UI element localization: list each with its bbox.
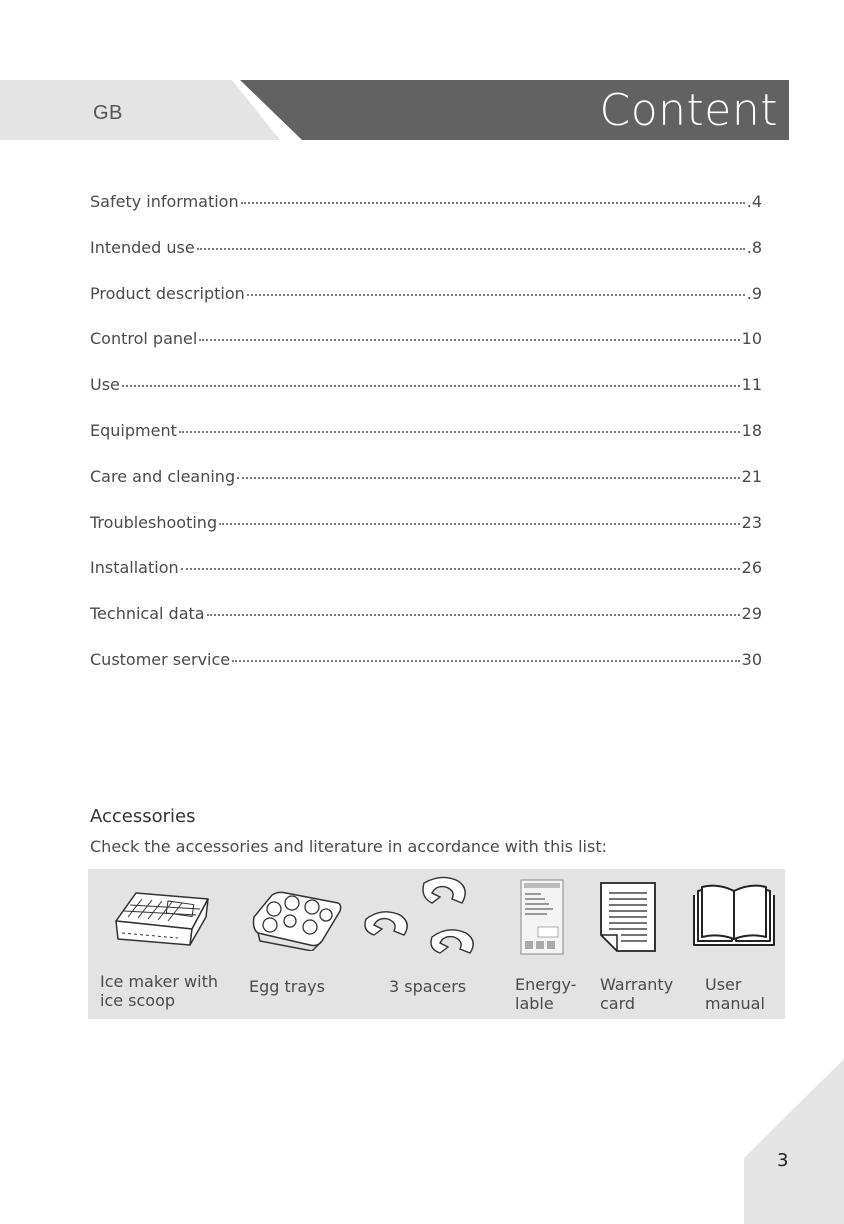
toc-leader [199,338,739,341]
toc-page: .9 [746,283,762,303]
toc-page: 18 [741,420,762,440]
toc-label: Equipment [90,420,177,440]
toc-leader [219,522,740,525]
toc-label: Safety information [90,192,239,211]
accessory-label-egg-trays: Egg trays [249,977,325,996]
toc-entry[interactable] [90,558,762,604]
toc-entry[interactable] [90,238,762,284]
accessories-panel [88,869,785,1019]
toc-page: 10 [741,329,762,349]
page-corner-tab [744,1059,844,1224]
toc-entry[interactable] [90,375,762,421]
toc-entry[interactable] [90,284,762,330]
accessory-label-energy-label: Energy- lable [515,975,577,1013]
toc-label: Intended use [90,237,195,257]
user-manual-icon [692,883,776,951]
accessories-heading: Accessories [90,806,196,827]
toc-label: Customer service [90,649,231,669]
accessory-label-user-manual: User manual [705,975,765,1013]
page-title: Content [599,85,778,136]
toc-leader [247,293,745,296]
accessory-label-warranty-card: Warranty card [600,975,674,1013]
toc-label: Technical data [90,604,205,624]
toc-page: 11 [741,375,762,395]
toc-leader [237,476,740,479]
toc-leader [181,567,740,570]
accessory-label-spacers: 3 spacers [389,977,467,996]
toc-page: 30 [741,649,762,669]
toc-entry[interactable] [90,192,762,238]
toc-page: 26 [741,558,762,578]
toc-page: .8 [746,237,762,257]
toc-page: .4 [746,192,762,211]
accessory-label-ice-maker: Ice maker with ice scoop [100,972,218,1010]
toc-entry[interactable] [90,604,762,650]
toc-leader [207,613,740,616]
ice-maker-icon [108,883,212,947]
spacer-icon [358,873,486,961]
toc-page: 29 [741,604,762,624]
page-number: 3 [777,1150,789,1171]
accessories-subtitle: Check the accessories and literature in accordance with this list: [90,837,607,856]
toc-label: Use [90,375,120,395]
toc-entry[interactable] [90,513,762,559]
toc-leader [179,430,740,433]
toc-entry[interactable] [90,329,762,375]
toc-leader [122,384,740,387]
header-left-tab [0,80,280,140]
table-of-contents [90,192,762,696]
toc-leader [241,201,745,204]
toc-leader [197,247,745,250]
warranty-card-icon [599,881,657,953]
toc-page: 21 [741,466,762,486]
toc-entry[interactable] [90,421,762,467]
toc-entry[interactable] [90,467,762,513]
toc-label: Care and cleaning [90,466,236,486]
language-code: GB [93,102,123,124]
toc-entry[interactable] [90,650,762,696]
toc-label: Control panel [90,329,198,349]
energy-label-icon [520,879,564,955]
toc-label: Installation [90,558,179,578]
toc-leader [232,659,740,662]
toc-page: 23 [741,512,762,532]
toc-label: Troubleshooting [90,512,218,532]
toc-label: Product description [90,283,245,303]
egg-tray-icon [248,889,344,951]
